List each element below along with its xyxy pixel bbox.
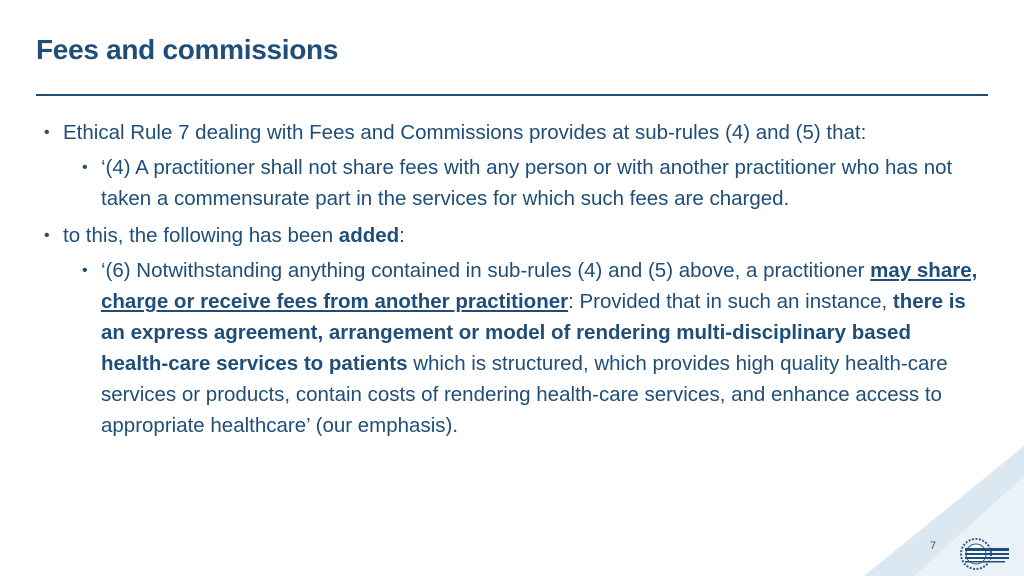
title-divider: [36, 94, 988, 96]
bullet-ethical-rule-7: [44, 117, 979, 148]
bullet-marker: •: [82, 262, 88, 279]
rule-6-text-3: which is structured, which provides high quality health-care services or products, contain costs of rendering health-care services, and enhance access to appropriate healthcare’ (our emphasis).: [101, 352, 948, 437]
rule-6-underlined-phrase: may share, charge or receive fees from another practitioner: [101, 259, 978, 313]
sub-bullet-rule-4: [44, 152, 979, 214]
rule-6-text-2: : Provided that in such an instance,: [568, 290, 893, 313]
page-number: 7: [930, 540, 937, 552]
emphasis-added: added: [338, 224, 400, 247]
bullet-marker: •: [82, 159, 88, 176]
bullet-text: ‘(4) A practitioner shall not share fees with any person or with another practitioner who has not taken a commensurate part in the services for which such fees are charged.: [101, 156, 953, 210]
rule-6-bold-phrase: there is an express agreement, arrangement or model of rendering multi-disciplinary based health-care services to patients: [101, 290, 966, 375]
bullet-marker: •: [44, 227, 50, 244]
bullet-text-start: to this, the following has been: [63, 224, 339, 247]
clinton-health-access-logo: [950, 534, 1022, 572]
sub-bullet-rule-6: [44, 255, 979, 441]
bullet-added: [44, 220, 979, 251]
bullet-text-end: :: [399, 224, 405, 247]
bullet-text: Ethical Rule 7 dealing with Fees and Commissions provides at sub-rules (4) and (5) that:: [63, 121, 867, 144]
slide-title: Fees and commissions: [36, 34, 339, 65]
bullet-marker: •: [44, 124, 50, 141]
rule-6-text-1: ‘(6) Notwithstanding anything contained in sub-rules (4) and (5) above, a practitioner: [101, 259, 871, 282]
slide-body: [44, 117, 979, 441]
